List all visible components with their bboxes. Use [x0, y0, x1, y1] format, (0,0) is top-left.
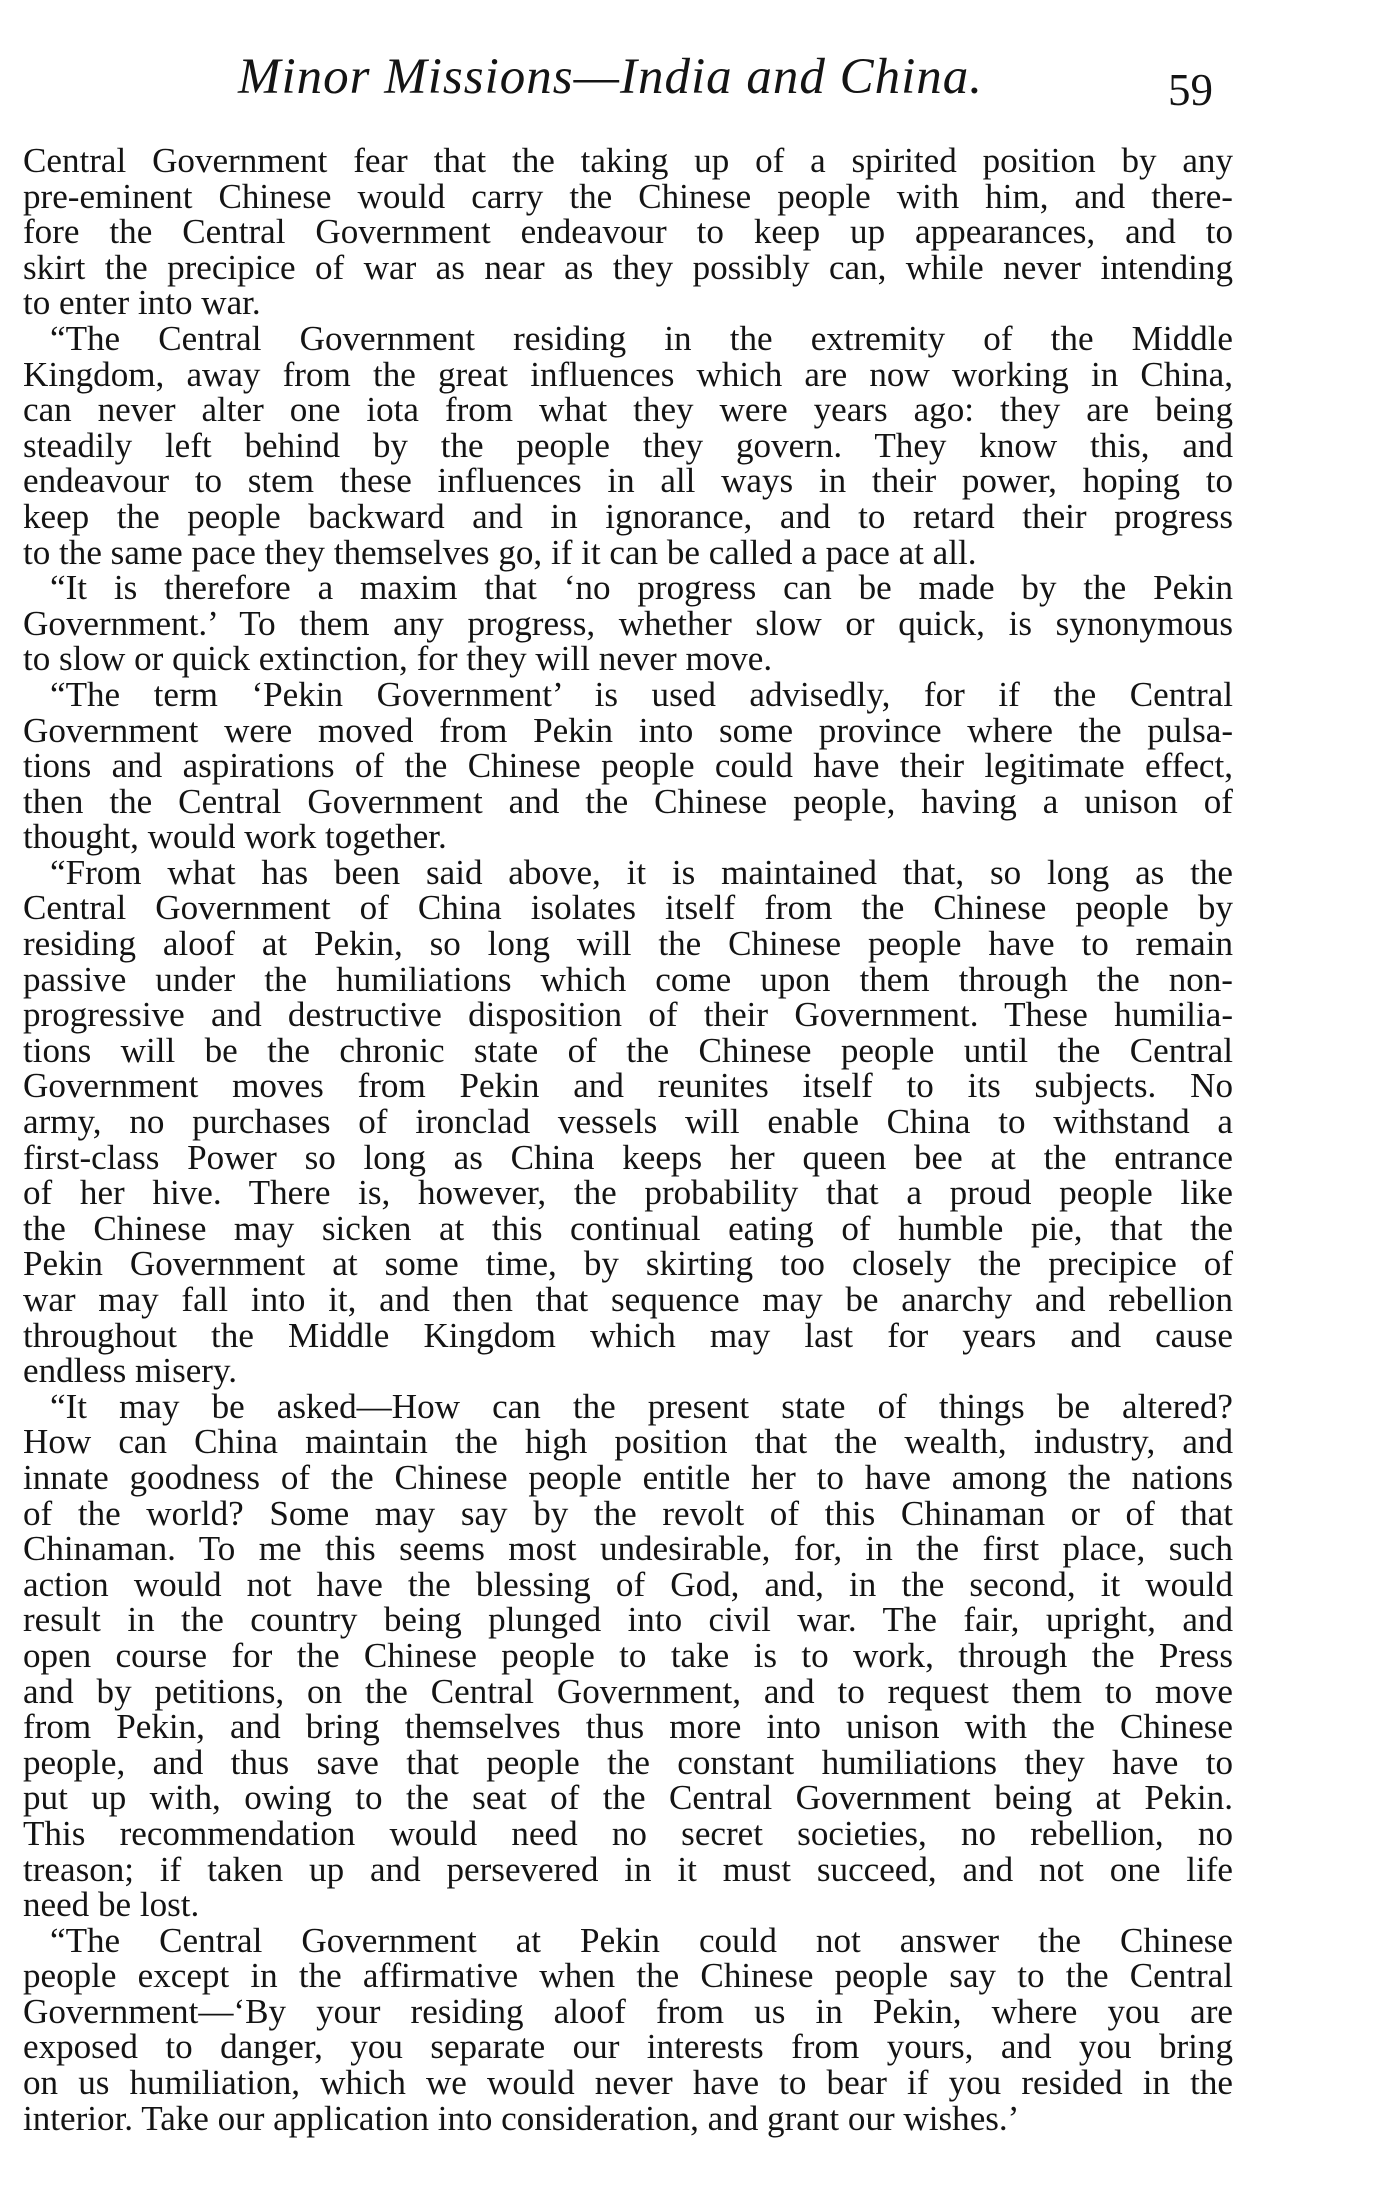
text-line: Kingdom, away from the great influences which are now working in China, [23, 354, 1233, 394]
text-line: throughout the Middle Kingdom which may last for years and cause [23, 1315, 1233, 1355]
text-line: war may fall into it, and then that sequence may be anarchy and rebellion [23, 1280, 1233, 1319]
text-line: “The Central Government residing in the extremity of the Middle [50, 318, 1233, 358]
text-line: then the Central Government and the Chinese people, having a unison of [23, 781, 1233, 821]
text-line: and by petitions, on the Central Government, and to request them to move [23, 1671, 1233, 1711]
paragraph [23, 1920, 1233, 2138]
text-line: from Pekin, and bring themselves thus more into unison with the Chinese [23, 1707, 1233, 1747]
text-line: on us humiliation, which we would never have to bear if you resided in the [23, 2063, 1233, 2103]
text-line: treason; if taken up and persevered in it must succeed, and not one life [23, 1849, 1233, 1889]
text-line: action would not have the blessing of God, and, in the second, it would [23, 1564, 1233, 1604]
text-line: “The Central Government at Pekin could not answer the Chinese [50, 1920, 1233, 1960]
paragraph [23, 143, 1233, 321]
body-text [23, 143, 1233, 2136]
text-line: Government were moved from Pekin into some province where the pulsa- [23, 710, 1233, 750]
text-line: “The term ‘Pekin Government’ is used advisedly, for if the Central [50, 674, 1233, 714]
text-line: Central Government fear that the taking up of a spirited position by any [23, 141, 1233, 180]
running-title: Minor Missions—India and China. [238, 49, 984, 105]
text-line: endless misery. [23, 1351, 237, 1391]
text-line: skirt the precipice of war as near as they possibly can, while never intending [23, 247, 1233, 287]
text-line: people except in the affirmative when the Chinese people say to the Central [23, 1956, 1233, 1996]
text-line: progressive and destructive disposition of their Government. These humilia- [23, 995, 1233, 1035]
text-line: tions will be the chronic state of the Chinese people until the Central [23, 1030, 1233, 1070]
text-line: This recommendation would need no secret societies, no rebellion, no [23, 1813, 1233, 1853]
text-line: result in the country being plunged into civil war. The fair, upright, and [23, 1600, 1233, 1640]
text-line: fore the Central Government endeavour to keep up appearances, and to [23, 212, 1233, 252]
text-line: “It is therefore a maxim that ‘no progress can be made by the Pekin [50, 568, 1233, 608]
text-line: need be lost. [23, 1885, 200, 1925]
text-line: of her hive. There is, however, the probability that a proud people like [23, 1173, 1233, 1213]
paragraph [23, 1386, 1233, 1925]
text-line: innate goodness of the Chinese people entitle her to have among the nations [23, 1457, 1233, 1497]
text-line: Pekin Government at some time, by skirting too closely the precipice of [23, 1244, 1233, 1284]
text-line: passive under the humiliations which come upon them through the non- [23, 959, 1233, 999]
text-line: army, no purchases of ironclad vessels will enable China to withstand a [23, 1102, 1233, 1142]
text-line: interior. Take our application into consideration, and grant our wishes.’ [23, 2098, 1020, 2138]
text-line: of the world? Some may say by the revolt of this Chinaman or of that [23, 1493, 1233, 1533]
text-line: Government—‘By your residing aloof from us in Pekin, where you are [23, 1991, 1233, 2031]
page-number: 59 [1168, 65, 1213, 115]
text-line: residing aloof at Pekin, so long will the Chinese people have to remain [23, 924, 1233, 964]
text-line: steadily left behind by the people they govern. They know this, and [23, 425, 1233, 465]
text-line: put up with, owing to the seat of the Central Government being at Pekin. [23, 1778, 1233, 1818]
text-line: keep the people backward and in ignorance, and to retard their progress [23, 496, 1233, 536]
text-line: “It may be asked—How can the present state of things be altered? [50, 1386, 1233, 1426]
paragraph [23, 674, 1233, 857]
text-line: can never alter one iota from what they were years ago: they are being [23, 390, 1233, 430]
text-line: thought, would work together. [23, 817, 447, 857]
paragraph [23, 318, 1233, 572]
text-line: the Chinese may sicken at this continual eating of humble pie, that the [23, 1208, 1233, 1248]
text-line: pre-eminent Chinese would carry the Chinese people with him, and there- [23, 176, 1233, 216]
text-line: Government.’ To them any progress, whether slow or quick, is synonymous [23, 603, 1233, 643]
text-line: to enter into war. [23, 283, 261, 323]
text-line: people, and thus save that people the constant humiliations they have to [23, 1742, 1233, 1782]
text-line: exposed to danger, you separate our interests from yours, and you bring [23, 2027, 1233, 2067]
running-head [20, 38, 1220, 118]
text-line: Central Government of China isolates itself from the Chinese people by [23, 888, 1233, 928]
text-line: open course for the Chinese people to take is to work, through the Press [23, 1635, 1233, 1675]
text-line: “From what has been said above, it is maintained that, so long as the [50, 852, 1233, 892]
text-line: to the same pace they themselves go, if it can be called a pace at all. [23, 532, 977, 572]
text-line: endeavour to stem these influences in all ways in their power, hoping to [23, 461, 1233, 501]
text-line: tions and aspirations of the Chinese people could have their legitimate effect, [23, 746, 1233, 786]
text-line: first-class Power so long as China keeps her queen bee at the entrance [23, 1137, 1233, 1177]
paragraph [23, 570, 1233, 677]
text-line: How can China maintain the high position that the wealth, industry, and [23, 1422, 1233, 1462]
paragraph [23, 852, 1233, 1391]
text-line: Government moves from Pekin and reunites itself to its subjects. No [23, 1066, 1233, 1106]
text-line: Chinaman. To me this seems most undesirable, for, in the first place, such [23, 1529, 1233, 1569]
text-line: to slow or quick extinction, for they will never move. [23, 639, 773, 679]
